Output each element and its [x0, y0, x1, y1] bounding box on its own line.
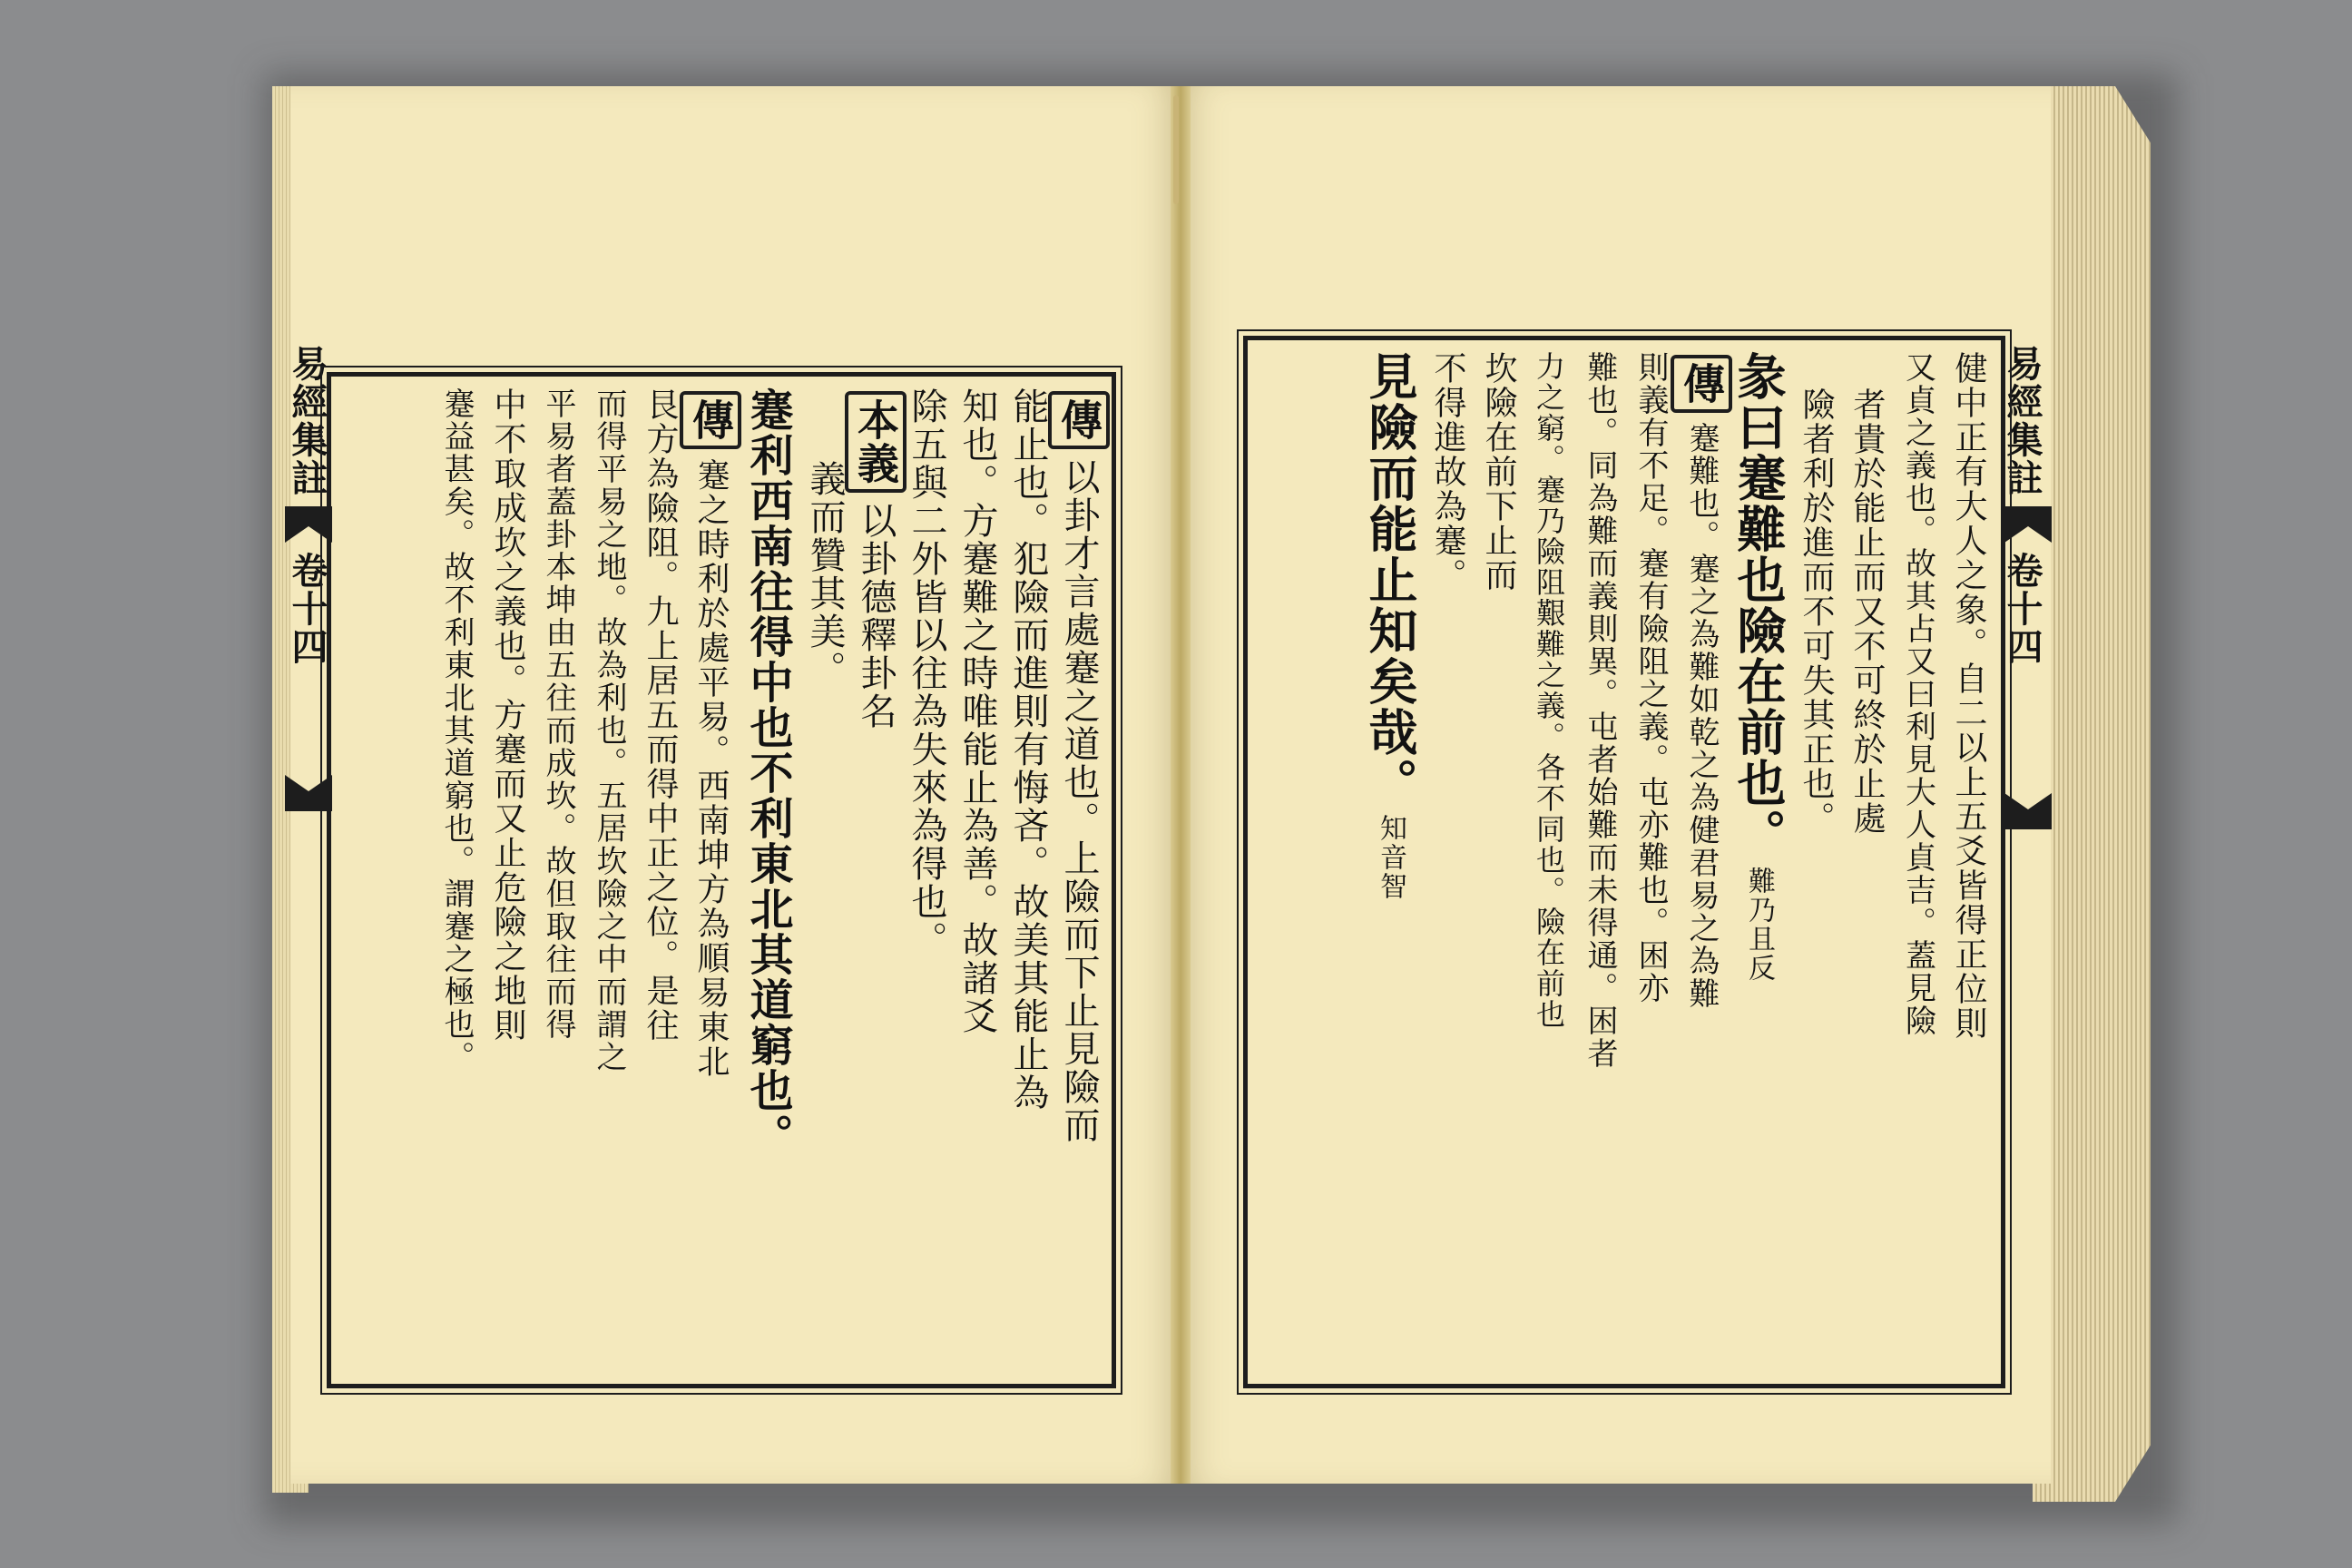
text-column: [1676, 351, 1727, 1373]
text-column: [1358, 351, 1422, 1373]
commentary-text: 中不取成坎之義也。方蹇而又止危險之地則: [489, 387, 526, 1043]
pronunciation-note: 難乃且反: [1743, 867, 1775, 983]
classic-text: 見險而能止知矣哉。: [1361, 351, 1419, 808]
commentary-text: 坎險在前下止而: [1480, 351, 1517, 593]
binding-thread: [1160, 95, 1192, 213]
text-column: [533, 387, 583, 1373]
text-column: [1892, 351, 1943, 1373]
text-column: [1524, 351, 1574, 1373]
commentary-text: 力之窮。蹇乃險阻艱難之義。各不同也。險在前也: [1532, 351, 1566, 1030]
text-column: [1943, 351, 1994, 1373]
text-column: [1422, 351, 1473, 1373]
commentary-text: 不得進故為蹇。: [1429, 351, 1466, 593]
classic-text: 彖曰蹇難也險在前也。: [1730, 351, 1788, 859]
right-margin-volume: 卷十四: [2001, 552, 2043, 666]
left-margin-title: 易經集註: [286, 345, 328, 497]
text-column: [634, 387, 685, 1373]
text-column: [736, 387, 799, 1373]
fish-tail-mark: [285, 506, 332, 543]
right-margin-strip: [1996, 336, 2060, 1379]
text-column: [431, 387, 482, 1373]
commentary-text: 則義有不足。蹇有險阻之義。屯亦難也。困亦: [1632, 351, 1669, 1004]
left-text-frame: [327, 372, 1116, 1388]
left-columns: [331, 377, 1112, 1384]
text-column: [1574, 351, 1625, 1373]
commentary-text: 以卦德釋卦名: [855, 502, 897, 730]
commentary-text: 艮方為險阻。九上居五而得中正之位。是往: [642, 387, 679, 1043]
text-column: [1054, 387, 1104, 1373]
commentary-text: 蹇之時利於處平易。西南坤方為順易東北: [692, 458, 730, 1079]
text-column: [583, 387, 634, 1373]
commentary-text: 蹇益甚矣。故不利東北其道窮也。謂蹇之極也。: [438, 387, 475, 1073]
text-column: [1003, 387, 1054, 1373]
left-margin-volume: 卷十四: [286, 552, 328, 666]
commentary-text: 難也。同為難而義則異。屯者始難而未得通。困者: [1582, 351, 1618, 1070]
commentary-text: 除五與二外皆以往為失來為得也。: [906, 387, 947, 959]
right-text-frame: [1243, 336, 2005, 1388]
commentary-label-box: 傳: [1671, 355, 1732, 413]
text-column: [1625, 351, 1676, 1373]
commentary-text: 險者利於進而不可失其正也。: [1798, 387, 1835, 836]
right-margin-title: 易經集註: [2001, 345, 2043, 497]
text-column: [901, 387, 952, 1373]
commentary-text: 者貴於能止而又不可終於止處: [1848, 387, 1886, 836]
text-column: [1727, 351, 1790, 1373]
fish-tail-mark: [285, 775, 332, 811]
text-column: [850, 387, 901, 1373]
text-column: [1841, 351, 1892, 1373]
pronunciation-note: 知音智: [1375, 814, 1406, 901]
commentary-text: 知也。方蹇難之時唯能止為善。故諸爻: [956, 387, 998, 1035]
commentary-text: 蹇難也。蹇之為難如乾之為健君易之為難: [1683, 422, 1720, 1010]
commentary-label-box: 本義: [845, 391, 906, 493]
fish-tail-mark: [2004, 793, 2052, 829]
text-column: [1790, 351, 1841, 1373]
right-columns: [1248, 340, 2001, 1384]
text-column: [1473, 351, 1524, 1373]
commentary-text: 能止也。犯險而進則有悔吝。故美其能止為: [1007, 387, 1049, 1112]
text-column: [799, 387, 850, 1373]
commentary-text: 義而贊其美。: [804, 460, 846, 689]
commentary-label-box: 傳: [680, 391, 741, 449]
text-column: [685, 387, 736, 1373]
classic-text: 蹇利西南往得中也不利東北其道窮也。: [742, 387, 793, 1159]
book-gutter: [1171, 86, 1191, 1484]
commentary-label-box: 傳: [1048, 391, 1110, 449]
commentary-text: 健中正有大人之象。自二以上五爻皆得正位則: [1950, 351, 1987, 1041]
commentary-text: 而得平易之地。故為利也。五居坎險之中而謂之: [591, 387, 627, 1073]
text-column: [482, 387, 533, 1373]
commentary-text: 平易者蓋卦本坤由五往而成坎。故但取往而得: [540, 387, 576, 1041]
commentary-text: 以卦才言處蹇之道也。上險而下止見險而: [1058, 458, 1100, 1144]
text-column: [952, 387, 1003, 1373]
commentary-text: 又貞之義也。故其占又曰利見大人貞吉。蓋見險: [1899, 351, 1936, 1037]
fish-tail-mark: [2004, 506, 2052, 543]
